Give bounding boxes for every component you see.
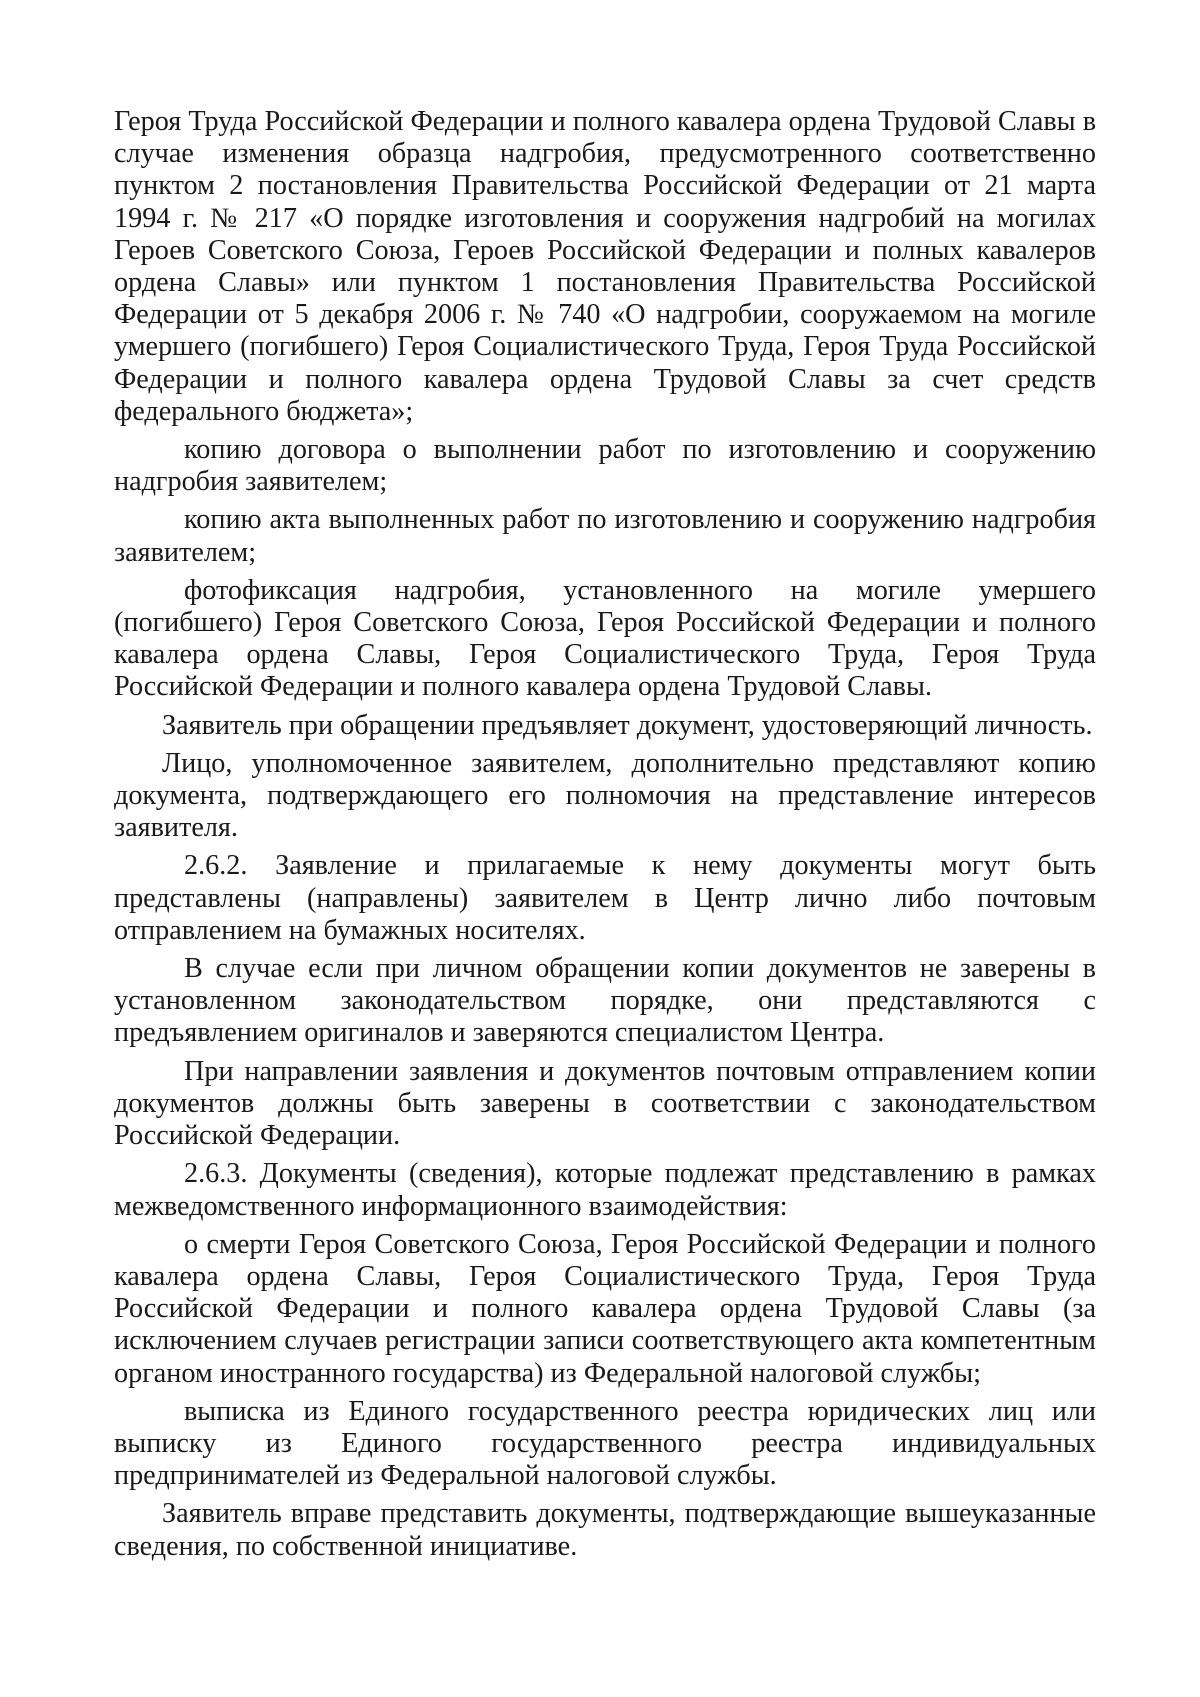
paragraph-5: Заявитель при обращении предъявляет документ, удостоверяющий личность.	[162, 709, 1093, 741]
document-body	[114, 106, 1096, 1569]
paragraph-3: копию акта выполненных работ по изготовлению и сооружению надгробия заявителем;	[114, 504, 1096, 568]
paragraph-11: о смерти Героя Советского Союза, Героя Российской Федерации и полного кавалера ордена Славы, Героя Социалистического Труда, Героя Труда Российской Федерации и полного кавалера ордена Трудовой Славы (за исключением случаев регистрации записи соответствующего акта компетентным органом иностранного государства) из Федеральной налоговой службы;	[114, 1228, 1096, 1389]
paragraph-13: Заявитель вправе представить документы, подтверждающие вышеуказанные сведения, по собственной инициативе.	[114, 1498, 1096, 1562]
paragraph-7: 2.6.2. Заявление и прилагаемые к нему документы могут быть представлены (направлены) заявителем в Центр лично либо почтовым отправлением на бумажных носителях.	[114, 850, 1096, 946]
paragraph-1: Героя Труда Российской Федерации и полного кавалера ордена Трудовой Славы в случае изменения образца надгробия, предусмотренного соответственно пунктом 2 постановления Правительства Российской Федерации от 21 марта 1994 г. № 217 «О порядке изготовления и сооружения надгробий на могилах Героев Советского Союза, Героев Российской Федерации и полных кавалеров ордена Славы» или пунктом 1 постановления Правительства Российской Федерации от 5 декабря 2006 г. № 740 «О надгробии, сооружаемом на могиле умершего (погибшего) Героя Социалистического Труда, Героя Труда Российской Федерации и полного кавалера ордена Трудовой Славы за счет средств федерального бюджета»;	[114, 106, 1096, 427]
paragraph-2: копию договора о выполнении работ по изготовлению и сооружению надгробия заявителем;	[114, 434, 1096, 498]
paragraph-10: 2.6.3. Документы (сведения), которые подлежат представлению в рамках межведомственного информационного взаимодействия:	[114, 1158, 1096, 1222]
paragraph-9: При направлении заявления и документов почтовым отправлением копии документов должны быть заверены в соответствии с законодательством Российской Федерации.	[114, 1055, 1096, 1152]
paragraph-6: Лицо, уполномоченное заявителем, дополнительно представляют копию документа, подтверждающего его полномочия на представление интересов заявителя.	[114, 747, 1096, 844]
paragraph-4: фотофиксация надгробия, установленного на могиле умершего (погибшего) Героя Советского Союза, Героя Российской Федерации и полного кавалера ордена Славы, Героя Социалистического Труда, Героя Труда Российской Федерации и полного кавалера ордена Трудовой Славы.	[114, 574, 1096, 703]
paragraph-12: выписка из Единого государственного реестра юридических лиц или выписку из Единого государственного реестра индивидуальных предпринимателей из Федеральной налоговой службы.	[114, 1395, 1096, 1492]
paragraph-8: В случае если при личном обращении копии документов не заверены в установленном законодательством порядке, они представляются с предъявлением оригиналов и заверяются специалистом Центра.	[114, 953, 1096, 1049]
